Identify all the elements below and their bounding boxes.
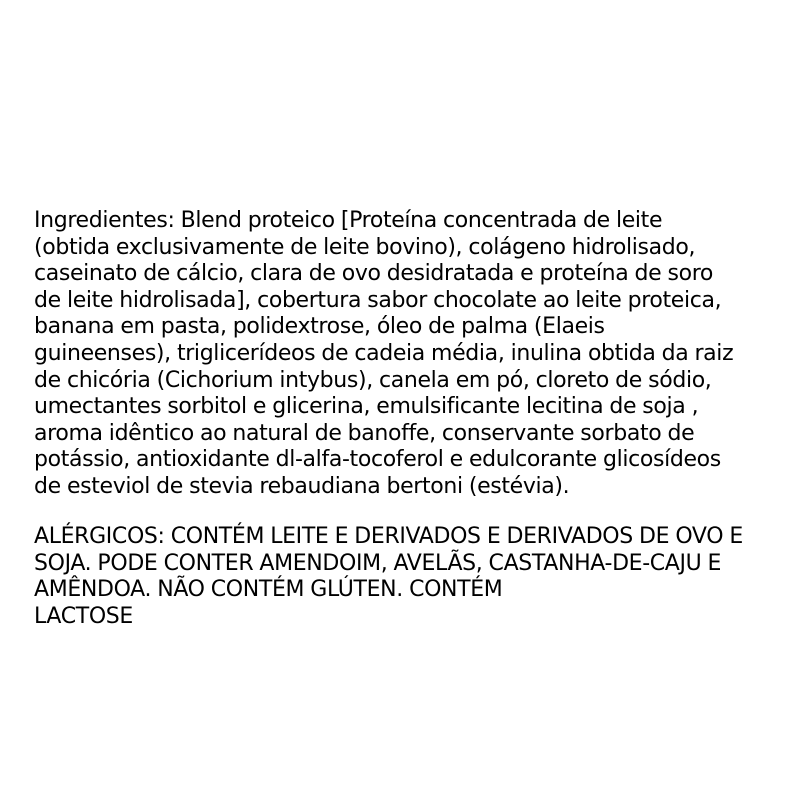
ingredients-paragraph: [34, 208, 794, 501]
allergens-paragraph: [34, 524, 794, 630]
allergens-line: LACTOSE: [34, 603, 133, 629]
ingredients-line: caseinato de cálcio, clara de ovo desidratada e proteína de soro: [34, 261, 714, 287]
ingredients-line: aroma idêntico ao natural de banoffe, conservante sorbato de: [34, 420, 695, 446]
ingredients-line: Ingredientes: Blend proteico [Proteína concentrada de leite: [34, 208, 663, 233]
ingredients-line: potássio, antioxidante dl-alfa-tocoferol e edulcorante glicosídeos: [34, 447, 721, 473]
ingredients-line: de chicória (Cichorium intybus), canela em pó, cloreto de sódio,: [34, 367, 712, 393]
ingredients-line: banana em pasta, polidextrose, óleo de palma (Elaeis: [34, 314, 605, 340]
allergens-line: ALÉRGICOS: CONTÉM LEITE E DERIVADOS E DERIVADOS DE OVO E: [34, 524, 743, 549]
ingredients-line: de leite hidrolisada], cobertura sabor chocolate ao leite proteica,: [34, 287, 722, 313]
ingredients-line: (obtida exclusivamente de leite bovino), colágeno hidrolisado,: [34, 234, 696, 260]
allergens-line: AMÊNDOA. NÃO CONTÉM GLÚTEN. CONTÉM: [34, 577, 503, 603]
ingredients-line: umectantes sorbitol e glicerina, emulsificante lecitina de soja ,: [34, 394, 699, 420]
allergens-line: SOJA. PODE CONTER AMENDOIM, AVELÃS, CASTANHA-DE-CAJU E: [34, 550, 722, 576]
ingredients-line: de esteviol de stevia rebaudiana bertoni (estévia).: [34, 473, 570, 499]
ingredients-line: guineenses), triglicerídeos de cadeia média, inulina obtida da raiz: [34, 340, 734, 366]
